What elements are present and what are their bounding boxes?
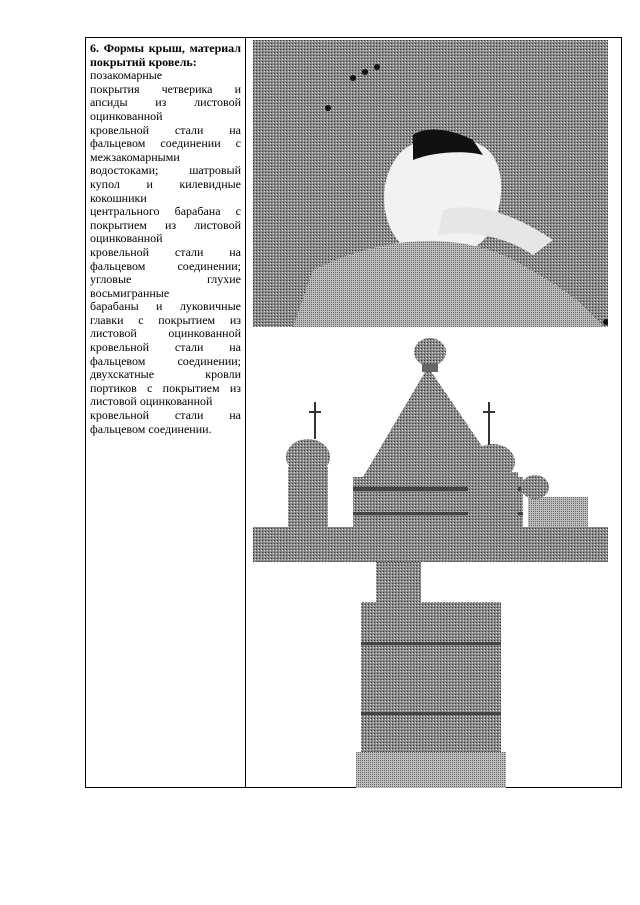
roof-photo (253, 40, 608, 327)
church-photo (253, 327, 608, 562)
description-cell (86, 38, 246, 787)
text-line: центрального барабана с покрытием из листовой оцинкованной (90, 204, 241, 246)
text-line: кровельной стали на фальцевом соединении с межзакомарными (90, 122, 241, 164)
document-table (85, 37, 622, 788)
text-line: кровельной стали на фальцевом соединении; угловые глухие восьмигранные (90, 244, 241, 300)
photos-cell (246, 38, 621, 787)
text-line: водостоками; шатровый купол и килевидные кокошники (90, 163, 241, 205)
text-line: покрытия четверика и апсиды из листовой оцинкованной (90, 81, 241, 123)
text-line: барабаны и луковичные главки с покрытием из листовой оцинкованной кровельной стали на фальцевом соединении; двухскатные кровли портиков с покрытием из листовой оцинкованной (90, 299, 241, 409)
text-line: позакомарные (90, 68, 163, 83)
text-line: кровельной стали на фальцевом соединении. (90, 408, 241, 436)
bell-tower-photo (356, 562, 506, 788)
section-heading: 6. Формы крыш, материал покрытий кровель: (90, 41, 241, 69)
